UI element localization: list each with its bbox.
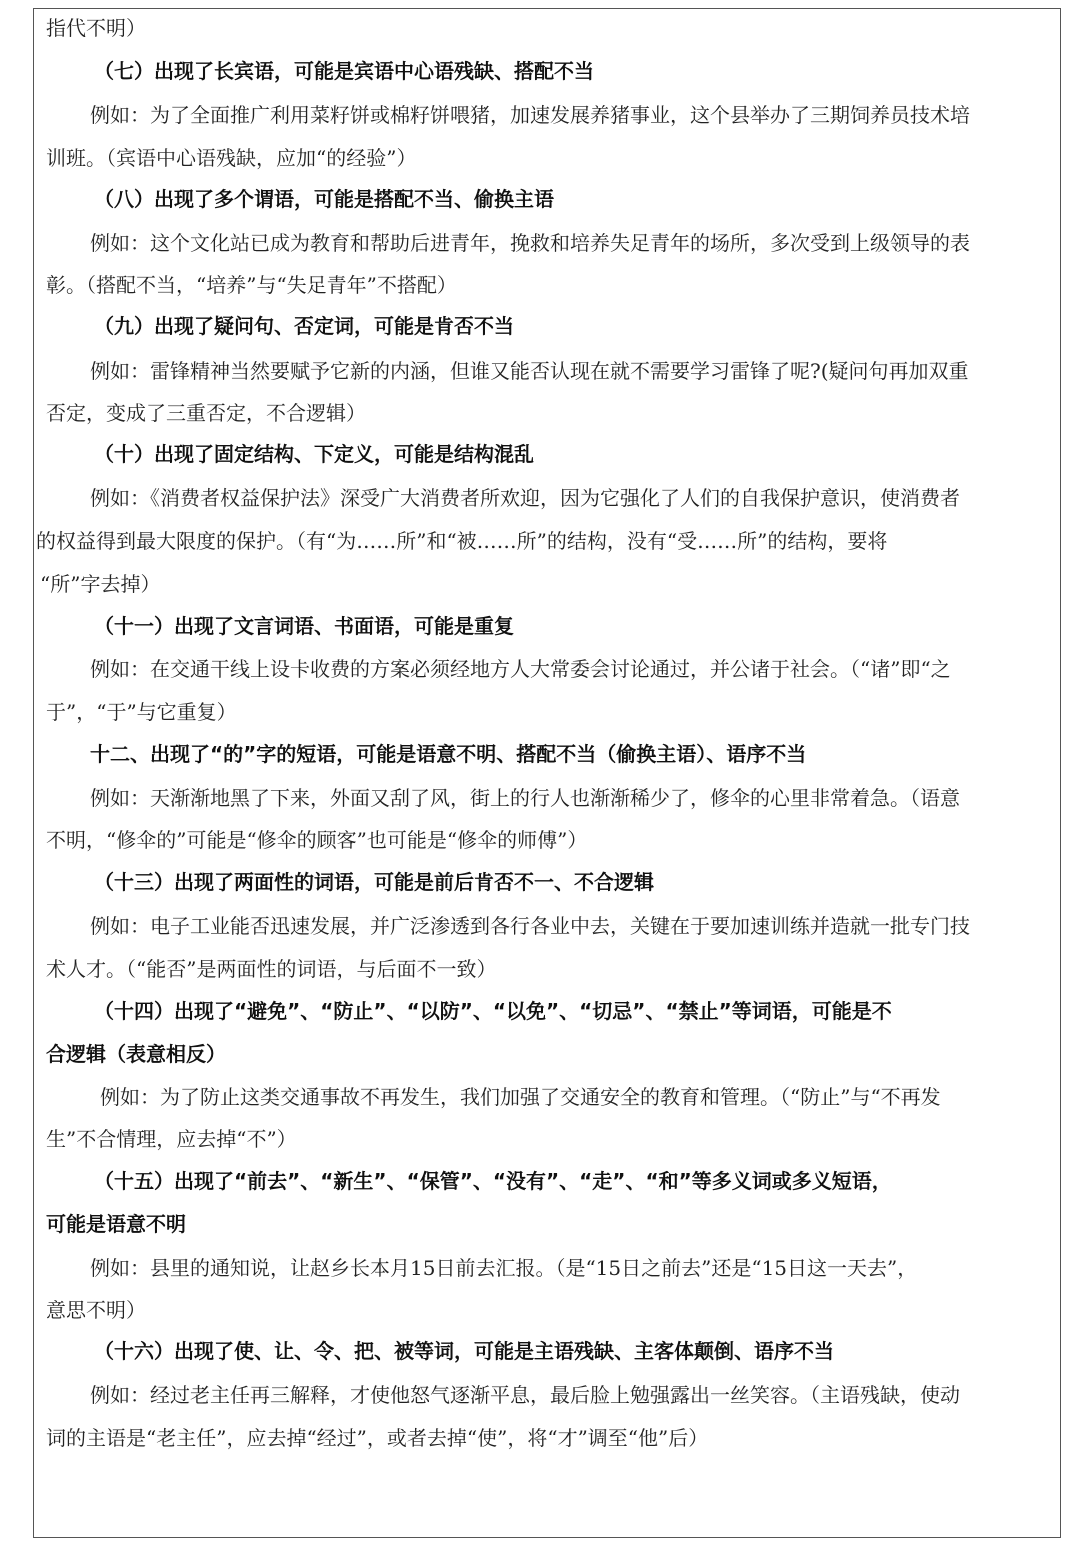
text-line: 词的主语是“老主任”，应去掉“经过”，或者去掉“使”，将“才”调至“他”后）: [46, 1426, 709, 1450]
text-line: 于”，“于”与它重复）: [46, 700, 237, 724]
example-line: 例如：这个文化站已成为教育和帮助后进青年，挽救和培养失足青年的场所，多次受到上级领导的表: [90, 231, 970, 255]
section-heading: （十三）出现了两面性的词语，可能是前后肯否不一、不合逻辑: [94, 870, 654, 894]
example-line: 例如：县里的通知说，让赵乡长本月15日前去汇报。（是“15日之前去”还是“15日这一天去”，: [90, 1256, 918, 1280]
section-heading: （十一）出现了文言词语、书面语，可能是重复: [94, 614, 514, 638]
example-line: 例如：电子工业能否迅速发展，并广泛渗透到各行各业中去，关键在于要加速训练并造就一批专门技: [90, 914, 970, 938]
section-heading: 十二、出现了“的”字的短语，可能是语意不明、搭配不当（偷换主语）、语序不当: [90, 742, 807, 766]
text-line: 生”不合情理，应去掉“不”）: [46, 1127, 297, 1151]
section-heading: （九）出现了疑问句、否定词，可能是肯否不当: [94, 314, 514, 338]
example-line: 例如：为了防止这类交通事故不再发生，我们加强了交通安全的教育和管理。（“防止”与“不再发: [100, 1085, 941, 1109]
section-heading-cont: 可能是语意不明: [46, 1212, 186, 1236]
section-heading: （七）出现了长宾语，可能是宾语中心语残缺、搭配不当: [94, 59, 594, 83]
text-line: 的权益得到最大限度的保护。（有“为……所”和“被……所”的结构，没有“受……所”的结构，要将: [36, 529, 888, 553]
text-line: 指代不明）: [46, 16, 146, 40]
text-line: 术人才。（“能否”是两面性的词语，与后面不一致）: [46, 957, 497, 981]
text-line: 彰。（搭配不当，“培养”与“失足青年”不搭配）: [46, 273, 457, 297]
section-heading-cont: 合逻辑（表意相反）: [46, 1042, 226, 1066]
example-line: 例如：经过老主任再三解释，才使他怒气逐渐平息，最后脸上勉强露出一丝笑容。（主语残缺，使动: [90, 1383, 960, 1407]
text-line: 否定，变成了三重否定，不合逻辑）: [46, 401, 366, 425]
section-heading: （十四）出现了“避免”、“防止”、“以防”、“以免”、“切忌”、“禁止”等词语，可能是不: [94, 999, 892, 1023]
example-line: 例如：雷锋精神当然要赋予它新的内涵，但谁又能否认现在就不需要学习雷锋了呢?(疑问句再加双重: [90, 359, 969, 383]
section-heading: （十）出现了固定结构、下定义，可能是结构混乱: [94, 442, 534, 466]
example-line: 例如：在交通干线上设卡收费的方案必须经地方人大常委会讨论通过，并公诸于社会。（“诸”即“之: [90, 657, 951, 681]
example-line: 例如：《消费者权益保护法》深受广大消费者所欢迎，因为它强化了人们的自我保护意识，使消费者: [90, 486, 960, 510]
section-heading: （十五）出现了“前去”、“新生”、“保管”、“没有”、“走”、“和”等多义词或多义短语，: [94, 1169, 892, 1193]
example-line: 例如：为了全面推广利用菜籽饼或棉籽饼喂猪，加速发展养猪事业，这个县举办了三期饲养员技术培: [90, 103, 970, 127]
text-line: 意思不明）: [46, 1298, 146, 1322]
text-line: “所”字去掉）: [40, 572, 161, 596]
example-line: 例如：天渐渐地黑了下来，外面又刮了风，街上的行人也渐渐稀少了，修伞的心里非常着急。（语意: [90, 786, 960, 810]
text-line: 训班。（宾语中心语残缺，应加“的经验”）: [46, 146, 417, 170]
text-line: 不明，“修伞的”可能是“修伞的顾客”也可能是“修伞的师傅”）: [46, 828, 588, 852]
section-heading: （八）出现了多个谓语，可能是搭配不当、偷换主语: [94, 187, 554, 211]
section-heading: （十六）出现了使、让、令、把、被等词，可能是主语残缺、主客体颠倒、语序不当: [94, 1339, 834, 1363]
